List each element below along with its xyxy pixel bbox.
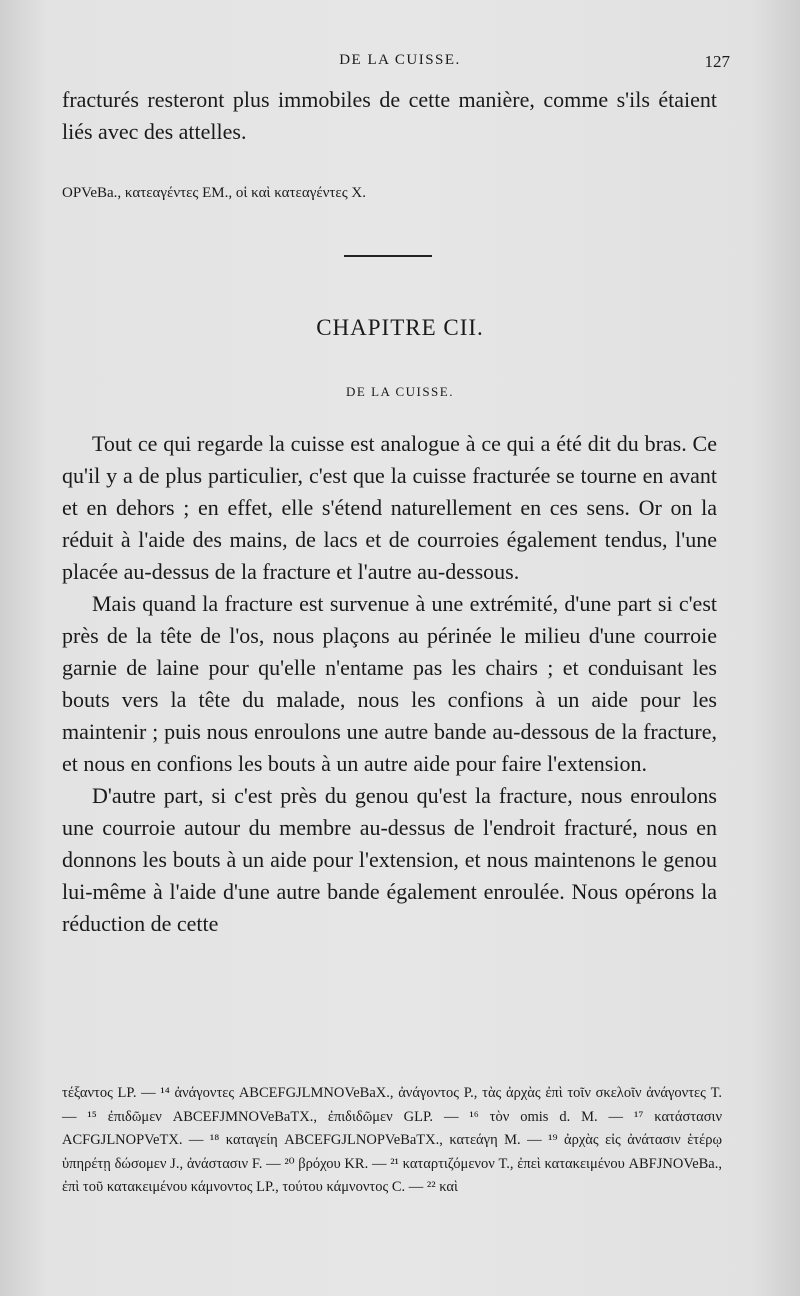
running-head (0, 52, 800, 76)
paragraph: D'autre part, si c'est près du genou qu'est la fracture, nous enroulons une courroie autour du membre au-dessus de l'endroit fracturé, nous en donnons les bouts à un aide pour l'extension, et nous maintenons le genou lui-même à l'aide d'une autre bande également enroulée. Nous opérons la réduction de cette (62, 783, 717, 936)
running-title: DE LA CUISSE. (339, 52, 461, 68)
page-number: 127 (704, 52, 730, 71)
chapter-title: CHAPITRE CII. (316, 315, 484, 340)
chapter-subtitle: DE LA CUISSE. (346, 384, 454, 399)
variant-readings-footnotes: τέξαντος LP. — ¹⁴ ἀνάγοντες ABCEFGJLMNOVeBaX., ἀνάγοντος P., τὰς ἀρχὰς ἐπὶ τοῖν σκελοῖν ἀνάγοντες T. — ¹⁵ ἐπιδῶμεν ABCEFJMNOVeBaTX., ἐπιδιδῶμεν GLP. — ¹⁶ τὸν omis d. M. — ¹⁷ κατάστασιν ACFGJLNOPVeTX. — ¹⁸ καταγείη ABCEFGJLNOPVeBaTX., κατεάγη M. — ¹⁹ ἀρχὰς εἰς ἀνάτασιν ἑτέρῳ ὑπηρέτῃ δώσομεν J., ἀνάστασιν F. — ²⁰ βρόχου KR. — ²¹ καταρτιζόμενον T., ἐπεὶ κατακειμένου ABFJNOVeBa., ἐπὶ τοῦ κατακειμένου κάμνοντος LP., τούτου κάμνοντος C. — ²² καὶ (62, 1085, 722, 1195)
continuation-paragraph (62, 84, 717, 148)
continuation-text: fracturés resteront plus immobiles de cette manière, comme s'ils étaient liés avec des attelles. (62, 87, 717, 144)
variant-readings-top: OPVeBa., κατεαγέντες EM., οἱ καὶ κατεαγέντες X. (62, 185, 366, 201)
paragraph: Mais quand la fracture est survenue à une extrémité, d'une part si c'est près de la tête de l'os, nous plaçons au périnée le milieu d'une courroie garnie de laine pour qu'elle n'entame pas les chairs ; et conduisant les bouts vers la tête du malade, nous les confions à un aide pour les maintenir ; puis nous enroulons une autre bande au-dessous de la fracture, et nous en confions les bouts à un autre aide pour faire l'extension. (62, 591, 717, 776)
paragraph: Tout ce qui regarde la cuisse est analogue à ce qui a été dit du bras. Ce qu'il y a de plus particulier, c'est que la cuisse fracturée se tourne en avant et en dehors ; en effet, elle s'étend naturellement en ces sens. Or on la réduit à l'aide des mains, de lacs et de courroies également tendus, l'une placée au-dessus de la fracture et l'autre au-dessous. (62, 431, 717, 584)
chapter-body (62, 428, 717, 940)
section-divider (344, 255, 432, 257)
